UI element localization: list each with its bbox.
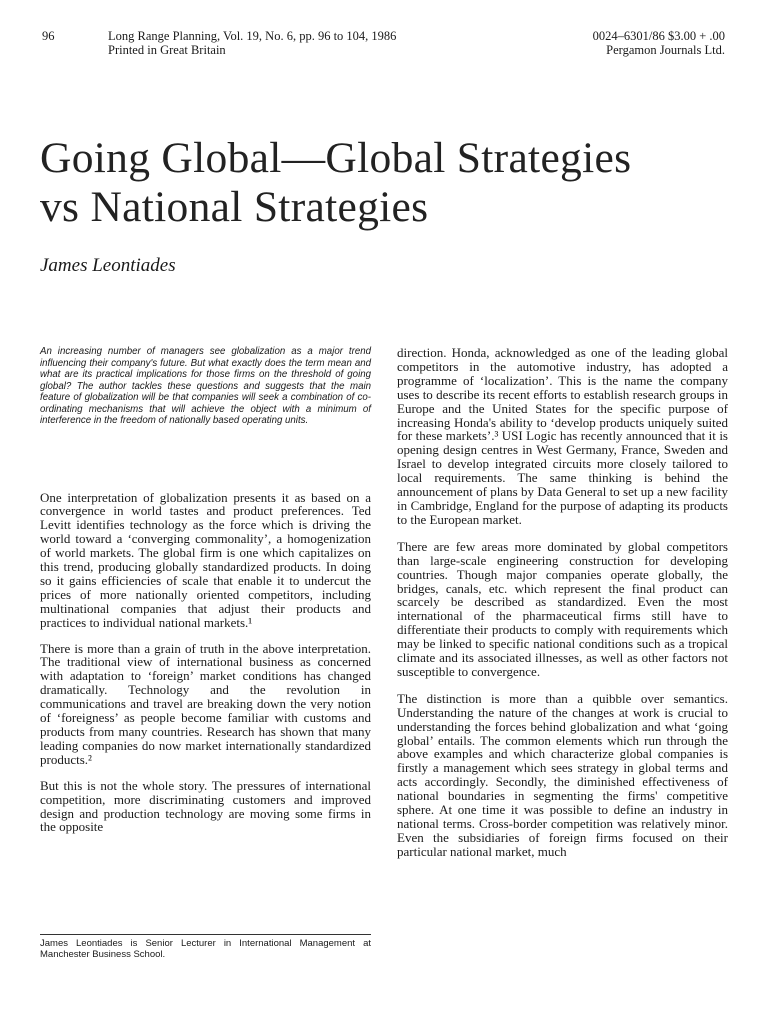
- article-title-line-1: Going Global—Global Strategies: [40, 134, 632, 182]
- printed-in-line: Printed in Great Britain: [108, 43, 226, 57]
- journal-citation: [108, 29, 396, 57]
- issn-price-code: 0024–6301/86 $3.00 + .00: [592, 29, 725, 43]
- abstract: An increasing number of managers see globalization as a major trend influencing their company's future. But what exactly does the term mean and what are its practical implications for those firms on the threshold of going global? The author tackles these questions and suggests that the main feature of globalization will be that companies will seek a combination of co-ordinating mechanisms that will achieve the object with a minimum of interference in the freedom of nationally based operating units.: [40, 346, 371, 426]
- article-title-line-2: vs National Strategies: [40, 183, 429, 231]
- article-title: [40, 134, 631, 232]
- body-paragraph: But this is not the whole story. The pressures of international competition, more discriminating customers and improved design and production technology are moving some firms in the opposite: [40, 777, 371, 835]
- body-paragraph: There are few areas more dominated by global competitors than large-scale engineering construction for developing countries. Though major companies operate globally, the bridges, canals, etc. which represent the final product can scarcely be described as standardized. Even the most international of the pharmaceutical firms still have to differentiate their products to comply with requirements which may be linked to specific national conditions such as a tropical climate and its associated illnesses, as well as other factors not susceptible to convergence.: [397, 538, 728, 679]
- body-paragraph: One interpretation of globalization presents it as based on a convergence in world tastes and product preferences. Ted Levitt identifies technology as the force which is driving the world toward a ‘converging commonality’, a homogenization of world markets. The global firm is one which capitalizes on this trend, producing globally standardized products. In doing so it gains efficiencies of scale that enable it to undercut the prices of more nationally oriented competitors, including multinational companies that adjust their products and practices to individual national markets.¹: [40, 489, 371, 630]
- left-column: [40, 346, 371, 846]
- publisher-name: Pergamon Journals Ltd.: [606, 43, 725, 57]
- journal-line: Long Range Planning, Vol. 19, No. 6, pp. 96 to 104, 1986: [108, 29, 397, 43]
- body-paragraph: direction. Honda, acknowledged as one of the leading global competitors in the automotive industry, has adopted a programme of ‘localization’. This is the name the company uses to describe its recent efforts to establish research groups in Europe and the United States for the specific purpose of increasing Honda's ability to ‘develop products uniquely suited for these markets’.³ USI Logic has recently announced that it is opening design centres in West Germany, France, Sweden and Israel to develop integrated circuits more closely tailored to local requirements. The same thinking is behind the announcement of plans by Data General to set up a new facility in Cambridge, England for the purpose of adapting its products to the European market.: [397, 345, 728, 527]
- author-name: James Leontiades: [40, 255, 176, 276]
- publisher-info: [593, 29, 725, 57]
- footnote-divider: [40, 934, 371, 935]
- body-paragraph: The distinction is more than a quibble over semantics. Understanding the nature of the changes at work is crucial to understanding the forces behind globalization and what ‘going global’ entails. The common elements which run through the above examples and which characterize global companies is firstly a management which sees strategy in global terms and acts accordingly. Secondly, the diminished effectiveness of national boundaries in segmenting the firms' competitive sphere. At one time it was possible to define an industry in national terms. Cross-border competition was relatively minor. Even the subsidiaries of foreign firms focused on their particular national market, much: [397, 690, 728, 859]
- author-affiliation-note: James Leontiades is Senior Lecturer in International Management at Manchester Business School.: [40, 938, 371, 960]
- body-paragraph: There is more than a grain of truth in the above interpretation. The traditional view of international business as concerned with adaptation to ‘foreign’ market conditions has changed dramatically. Technology and the revolution in communications and travel are breaking down the very notion of ‘foreigness’ as people become familiar with customs and products from many countries. Research has shown that many leading companies do now market internationally standardized products.²: [40, 640, 371, 767]
- right-column: [397, 346, 728, 872]
- page-number: 96: [42, 29, 55, 43]
